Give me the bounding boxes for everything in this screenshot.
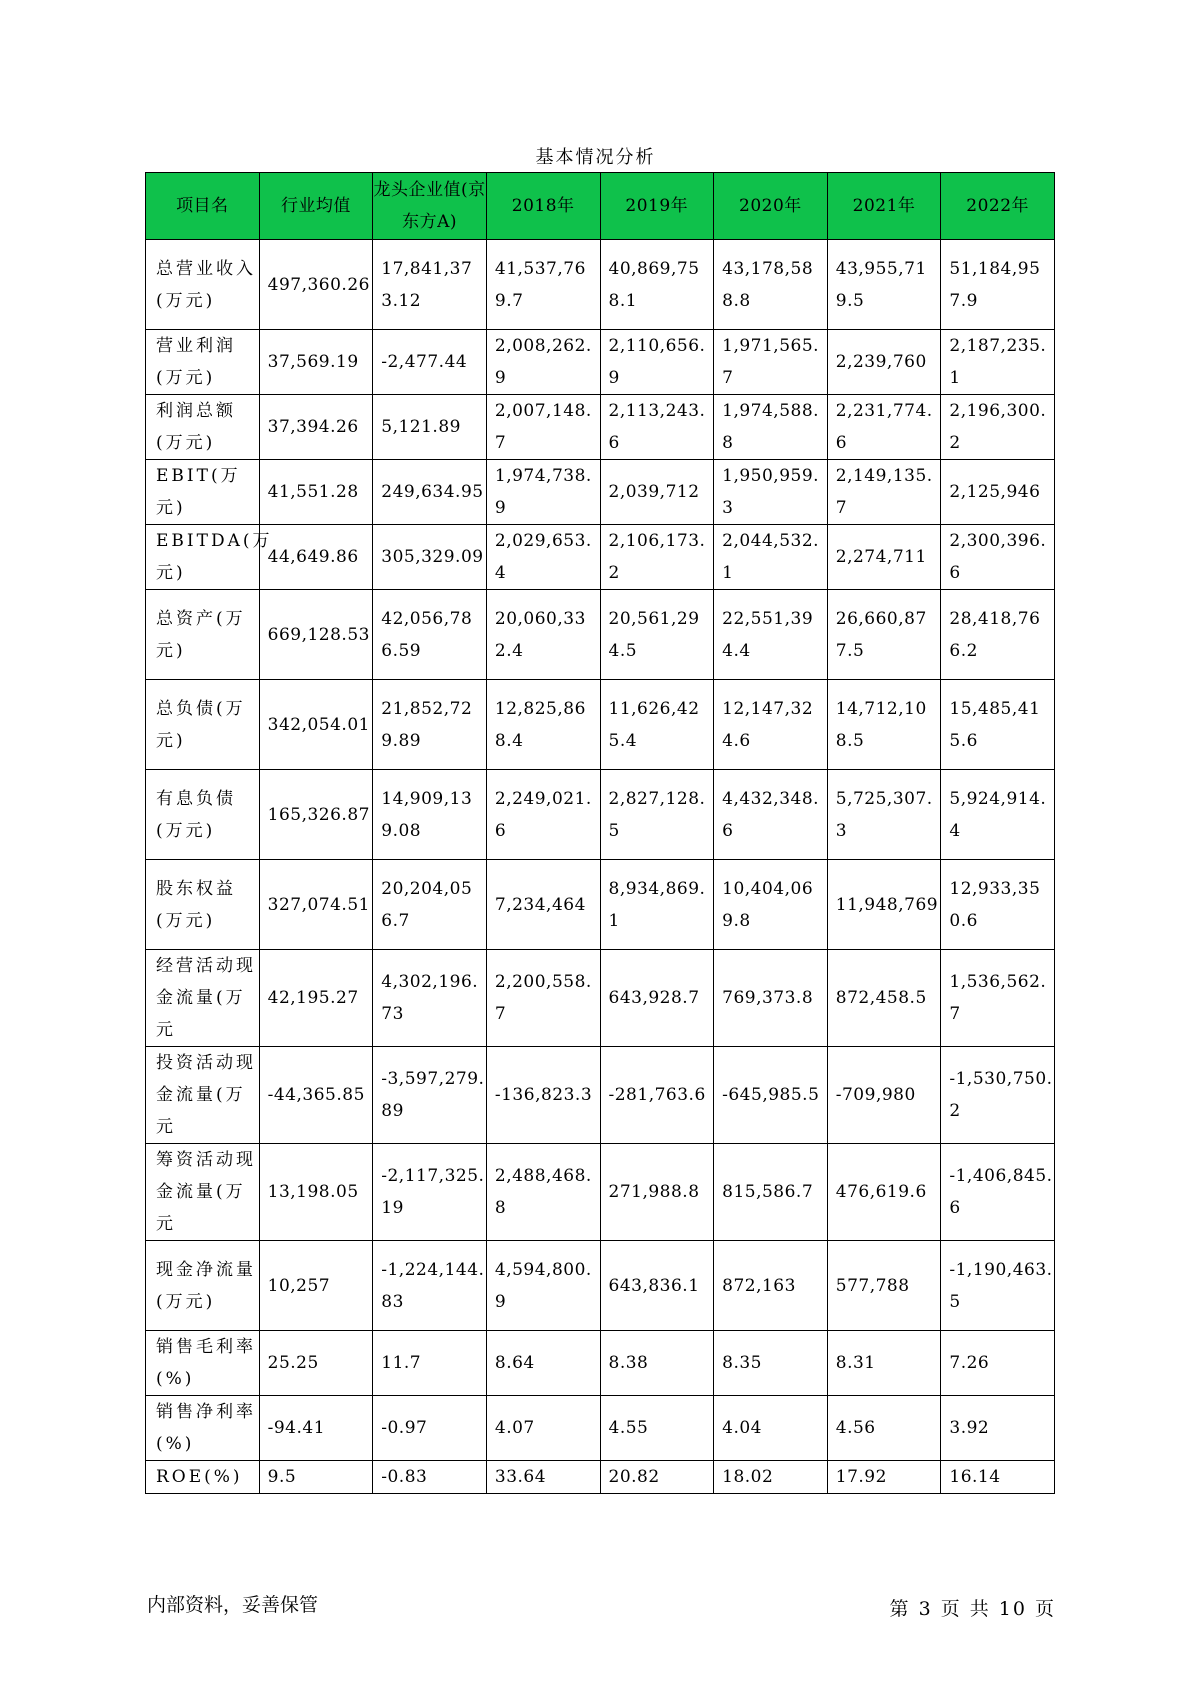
table-cell: 2,488,468.8 <box>486 1144 600 1241</box>
table-cell: 13,198.05 <box>259 1144 373 1241</box>
row-label: 销售毛利率(%) <box>146 1331 260 1396</box>
table-cell: 1,974,738.9 <box>486 460 600 525</box>
table-cell: 42,195.27 <box>259 950 373 1047</box>
table-cell: 16.14 <box>941 1461 1055 1494</box>
table-cell: -1,224,144.83 <box>373 1241 487 1331</box>
table-cell: 2,249,021.6 <box>486 770 600 860</box>
table-cell: 22,551,394.4 <box>714 590 828 680</box>
table-cell: 2,106,173.2 <box>600 525 714 590</box>
table-cell: 165,326.87 <box>259 770 373 860</box>
footer-confidential-note: 内部资料，妥善保管 <box>147 1594 319 1616</box>
table-cell: 342,054.01 <box>259 680 373 770</box>
table-cell: -0.97 <box>373 1396 487 1461</box>
table-row <box>146 770 1055 860</box>
table-row <box>146 240 1055 330</box>
table-row <box>146 1331 1055 1396</box>
table-cell: 10,257 <box>259 1241 373 1331</box>
table-cell: 3.92 <box>941 1396 1055 1461</box>
table-cell: 11.7 <box>373 1331 487 1396</box>
table-cell: 2,008,262.9 <box>486 330 600 395</box>
table-cell: 769,373.8 <box>714 950 828 1047</box>
table-cell: 5,924,914.4 <box>941 770 1055 860</box>
table-cell: 20.82 <box>600 1461 714 1494</box>
table-cell: 20,561,294.5 <box>600 590 714 680</box>
table-cell: 18.02 <box>714 1461 828 1494</box>
table-cell: 14,909,139.08 <box>373 770 487 860</box>
row-label: 筹资活动现金流量(万元 <box>146 1144 260 1241</box>
table-cell: 28,418,766.2 <box>941 590 1055 680</box>
table-cell: -281,763.6 <box>600 1047 714 1144</box>
table-cell: 41,551.28 <box>259 460 373 525</box>
table-row <box>146 950 1055 1047</box>
table-cell: 2,007,148.7 <box>486 395 600 460</box>
column-header: 2019年 <box>600 173 714 240</box>
table-cell: 497,360.26 <box>259 240 373 330</box>
table-cell: -94.41 <box>259 1396 373 1461</box>
table-cell: 271,988.8 <box>600 1144 714 1241</box>
table-cell: 2,196,300.2 <box>941 395 1055 460</box>
table-cell: 577,788 <box>827 1241 941 1331</box>
row-label: 销售净利率(%) <box>146 1396 260 1461</box>
table-cell: 872,458.5 <box>827 950 941 1047</box>
table-cell: 643,928.7 <box>600 950 714 1047</box>
row-label: EBIT(万元) <box>146 460 260 525</box>
table-cell: 5,725,307.3 <box>827 770 941 860</box>
table-cell: 2,200,558.7 <box>486 950 600 1047</box>
table-row <box>146 330 1055 395</box>
column-header: 2020年 <box>714 173 828 240</box>
table-row <box>146 1047 1055 1144</box>
table-cell: 4.56 <box>827 1396 941 1461</box>
table-cell: 21,852,729.89 <box>373 680 487 770</box>
table-cell: 37,569.19 <box>259 330 373 395</box>
table-cell: 20,060,332.4 <box>486 590 600 680</box>
table-cell: 2,149,135.7 <box>827 460 941 525</box>
table-cell: -2,477.44 <box>373 330 487 395</box>
table-cell: 40,869,758.1 <box>600 240 714 330</box>
table-cell: 41,537,769.7 <box>486 240 600 330</box>
basic-analysis-table <box>145 172 1055 1494</box>
table-cell: 1,536,562.7 <box>941 950 1055 1047</box>
table-cell: 5,121.89 <box>373 395 487 460</box>
row-label: 股东权益(万元) <box>146 860 260 950</box>
row-label: 总营业收入(万元) <box>146 240 260 330</box>
row-label: EBITDA(万元) <box>146 525 260 590</box>
table-cell: 305,329.09 <box>373 525 487 590</box>
row-label: 有息负债(万元) <box>146 770 260 860</box>
row-label: 经营活动现金流量(万元 <box>146 950 260 1047</box>
table-cell: -1,530,750.2 <box>941 1047 1055 1144</box>
table-cell: 12,825,868.4 <box>486 680 600 770</box>
table-cell: 8.35 <box>714 1331 828 1396</box>
table-cell: 4,302,196.73 <box>373 950 487 1047</box>
column-header: 2022年 <box>941 173 1055 240</box>
table-cell: 2,029,653.4 <box>486 525 600 590</box>
table-cell: 872,163 <box>714 1241 828 1331</box>
footer-page-number: 第 3 页 共 10 页 <box>889 1598 1056 1620</box>
table-cell: 4.04 <box>714 1396 828 1461</box>
table-cell: 4.55 <box>600 1396 714 1461</box>
row-label: 总负债(万元) <box>146 680 260 770</box>
table-row <box>146 590 1055 680</box>
table-cell: -2,117,325.19 <box>373 1144 487 1241</box>
row-label: 投资活动现金流量(万元 <box>146 1047 260 1144</box>
table-cell: 33.64 <box>486 1461 600 1494</box>
table-row <box>146 1461 1055 1494</box>
table-cell: 4,594,800.9 <box>486 1241 600 1331</box>
table-row <box>146 1241 1055 1331</box>
table-cell: 17.92 <box>827 1461 941 1494</box>
table-cell: 2,231,774.6 <box>827 395 941 460</box>
table-cell: 643,836.1 <box>600 1241 714 1331</box>
table-row <box>146 1396 1055 1461</box>
table-cell: 2,044,532.1 <box>714 525 828 590</box>
table-cell: 327,074.51 <box>259 860 373 950</box>
table-row <box>146 1144 1055 1241</box>
table-row <box>146 525 1055 590</box>
table-cell: 44,649.86 <box>259 525 373 590</box>
table-cell: 12,933,350.6 <box>941 860 1055 950</box>
row-label: ROE(%) <box>146 1461 260 1494</box>
table-cell: 25.25 <box>259 1331 373 1396</box>
column-header: 龙头企业值(京东方A) <box>373 173 487 240</box>
table-cell: 1,974,588.8 <box>714 395 828 460</box>
table-cell: 2,039,712 <box>600 460 714 525</box>
table-cell: -1,406,845.6 <box>941 1144 1055 1241</box>
table-row <box>146 860 1055 950</box>
table-cell: 8,934,869.1 <box>600 860 714 950</box>
table-cell: 4,432,348.6 <box>714 770 828 860</box>
table-row <box>146 395 1055 460</box>
table-cell: 20,204,056.7 <box>373 860 487 950</box>
table-cell: 2,300,396.6 <box>941 525 1055 590</box>
table-cell: 249,634.95 <box>373 460 487 525</box>
table-cell: 2,239,760 <box>827 330 941 395</box>
table-cell: 1,971,565.7 <box>714 330 828 395</box>
table-cell: -3,597,279.89 <box>373 1047 487 1144</box>
table-row <box>146 680 1055 770</box>
column-header: 行业均值 <box>259 173 373 240</box>
row-label: 营业利润(万元) <box>146 330 260 395</box>
table-cell: -709,980 <box>827 1047 941 1144</box>
table-cell: 669,128.53 <box>259 590 373 680</box>
table-cell: 4.07 <box>486 1396 600 1461</box>
table-cell: 2,827,128.5 <box>600 770 714 860</box>
table-cell: 15,485,415.6 <box>941 680 1055 770</box>
table-cell: -44,365.85 <box>259 1047 373 1144</box>
column-header: 项目名 <box>146 173 260 240</box>
table-cell: 2,274,711 <box>827 525 941 590</box>
table-cell: 51,184,957.9 <box>941 240 1055 330</box>
column-header: 2021年 <box>827 173 941 240</box>
table-cell: 11,948,769 <box>827 860 941 950</box>
table-cell: 12,147,324.6 <box>714 680 828 770</box>
table-cell: 43,955,719.5 <box>827 240 941 330</box>
table-cell: 8.31 <box>827 1331 941 1396</box>
page-title: 基本情况分析 <box>535 147 656 168</box>
table-cell: 476,619.6 <box>827 1144 941 1241</box>
table-cell: 37,394.26 <box>259 395 373 460</box>
table-cell: 42,056,786.59 <box>373 590 487 680</box>
column-header: 2018年 <box>486 173 600 240</box>
table-cell: 9.5 <box>259 1461 373 1494</box>
table-row <box>146 460 1055 525</box>
table-cell: 2,125,946 <box>941 460 1055 525</box>
row-label: 利润总额(万元) <box>146 395 260 460</box>
table-cell: 1,950,959.3 <box>714 460 828 525</box>
table-cell: -136,823.3 <box>486 1047 600 1144</box>
table-cell: 8.64 <box>486 1331 600 1396</box>
table-cell: -0.83 <box>373 1461 487 1494</box>
table-cell: 14,712,108.5 <box>827 680 941 770</box>
table-cell: 17,841,373.12 <box>373 240 487 330</box>
row-label: 现金净流量(万元) <box>146 1241 260 1331</box>
row-label: 总资产(万元) <box>146 590 260 680</box>
table-cell: 2,187,235.1 <box>941 330 1055 395</box>
table-cell: 11,626,425.4 <box>600 680 714 770</box>
table-cell: 2,110,656.9 <box>600 330 714 395</box>
table-cell: 7,234,464 <box>486 860 600 950</box>
table-header-row <box>146 173 1055 240</box>
table-cell: 43,178,588.8 <box>714 240 828 330</box>
table-cell: 26,660,877.5 <box>827 590 941 680</box>
table-cell: -645,985.5 <box>714 1047 828 1144</box>
table-cell: 8.38 <box>600 1331 714 1396</box>
table-cell: 10,404,069.8 <box>714 860 828 950</box>
table-cell: -1,190,463.5 <box>941 1241 1055 1331</box>
table-cell: 7.26 <box>941 1331 1055 1396</box>
table-cell: 815,586.7 <box>714 1144 828 1241</box>
table-cell: 2,113,243.6 <box>600 395 714 460</box>
